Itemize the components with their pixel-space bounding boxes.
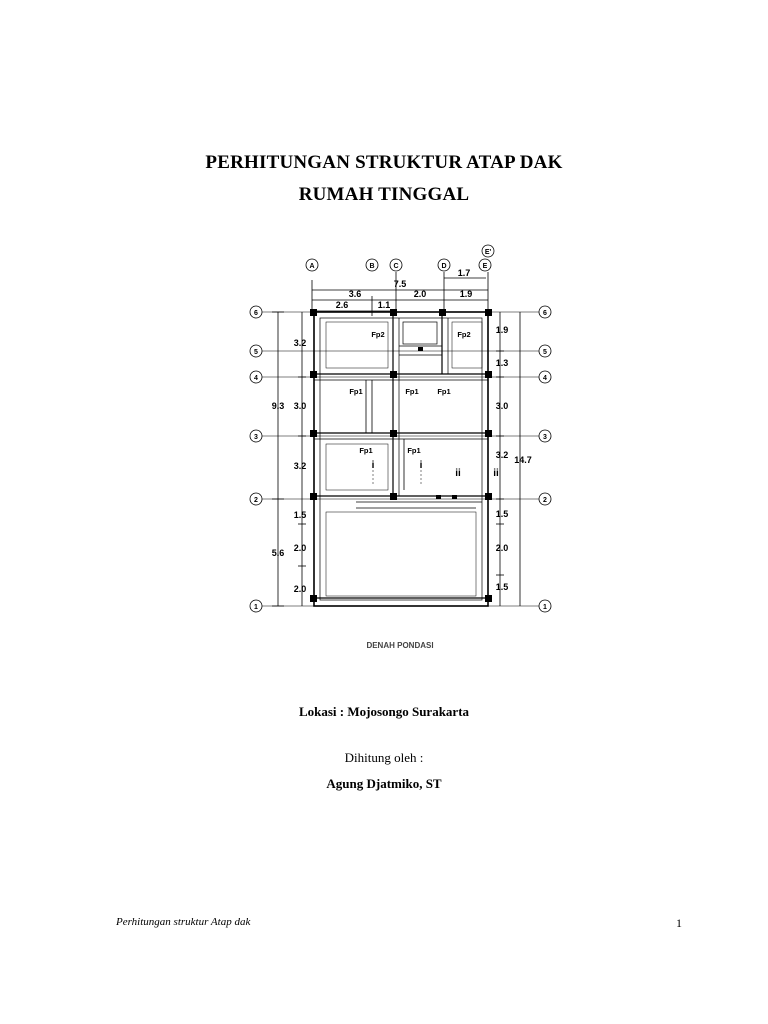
document-title-line1: PERHITUNGAN STRUKTUR ATAP DAK bbox=[205, 152, 563, 173]
page-number: 1 bbox=[676, 916, 682, 930]
footing-label-fp2-right: Fp2 bbox=[457, 330, 471, 339]
dim-top-1-1: 1.1 bbox=[377, 300, 391, 310]
footer-title: Perhitungan struktur Atap dak bbox=[116, 916, 251, 928]
dim-top-3-6: 3.6 bbox=[348, 289, 362, 299]
grid-bubble-e: E bbox=[482, 263, 488, 270]
dim-right-3-0: 3.0 bbox=[495, 401, 509, 411]
grid-bubble-d: D bbox=[441, 263, 447, 270]
dim-left-3-0: 3.0 bbox=[293, 401, 307, 411]
grid-bubble-b: B bbox=[369, 263, 375, 270]
dim-left-5-6: 5.6 bbox=[271, 548, 285, 558]
dim-top-2-0: 2.0 bbox=[413, 289, 427, 299]
grid-bubble-a: A bbox=[309, 263, 315, 270]
dim-top-1-9: 1.9 bbox=[459, 289, 473, 299]
dim-right-3-2: 3.2 bbox=[495, 450, 509, 460]
grid-bubble-left-1: 1 bbox=[254, 604, 258, 611]
footing-label-fp1-5: Fp1 bbox=[407, 446, 421, 455]
grid-bubble-right-3: 3 bbox=[543, 434, 547, 441]
grid-bubble-right-2: 2 bbox=[543, 497, 547, 504]
location-text: Lokasi : Mojosongo Surakarta bbox=[298, 704, 470, 719]
grid-bubble-left-6: 6 bbox=[254, 310, 258, 317]
grid-bubble-left-5: 5 bbox=[254, 349, 258, 356]
dim-right-2-0: 2.0 bbox=[495, 543, 509, 553]
footing-label-fp1-4: Fp1 bbox=[359, 446, 373, 455]
grid-bubble-right-6: 6 bbox=[543, 310, 547, 317]
drawing-caption: DENAH PONDASI bbox=[366, 641, 434, 650]
section-mark-ii-right: ii bbox=[493, 468, 499, 479]
section-mark-i-right: i bbox=[419, 460, 423, 471]
dim-left-3-2-top: 3.2 bbox=[293, 338, 307, 348]
footing-label-fp1-1: Fp1 bbox=[349, 387, 363, 396]
dim-left-9-3: 9.3 bbox=[271, 401, 285, 411]
dim-right-1-5-a: 1.5 bbox=[495, 509, 509, 519]
grid-bubble-right-5: 5 bbox=[543, 349, 547, 356]
grid-bubble-left-3: 3 bbox=[254, 434, 258, 441]
dim-right-14-7: 14.7 bbox=[514, 455, 532, 465]
dim-left-3-2-bottom: 3.2 bbox=[293, 461, 307, 471]
dim-top-1-7: 1.7 bbox=[457, 268, 471, 278]
dim-top-2-6: 2.6 bbox=[335, 300, 349, 310]
dim-left-1-5: 1.5 bbox=[293, 510, 307, 520]
grid-bubble-right-4: 4 bbox=[543, 375, 547, 382]
dim-left-2-0-a: 2.0 bbox=[293, 543, 307, 553]
document-title-line2: RUMAH TINGGAL bbox=[298, 184, 470, 205]
dim-right-1-3: 1.3 bbox=[495, 358, 509, 368]
footing-label-fp2-left: Fp2 bbox=[371, 330, 385, 339]
dim-right-1-5-b: 1.5 bbox=[495, 582, 509, 592]
dim-left-2-0-b: 2.0 bbox=[293, 584, 307, 594]
footing-label-fp1-3: Fp1 bbox=[437, 387, 451, 396]
author-name: Agung Djatmiko, ST bbox=[326, 776, 442, 791]
section-mark-ii-left: ii bbox=[455, 468, 461, 479]
foundation-plan-drawing bbox=[240, 240, 560, 660]
footing-label-fp1-2: Fp1 bbox=[405, 387, 419, 396]
calculated-by-label: Dihitung oleh : bbox=[344, 750, 424, 765]
dim-right-1-9: 1.9 bbox=[495, 325, 509, 335]
grid-bubble-left-2: 2 bbox=[254, 497, 258, 504]
grid-bubble-c: C bbox=[393, 263, 399, 270]
section-mark-i-left: i bbox=[371, 460, 375, 471]
grid-bubble-right-1: 1 bbox=[543, 604, 547, 611]
grid-bubble-e-prime: E' bbox=[484, 249, 492, 256]
dim-top-7-5: 7.5 bbox=[393, 279, 407, 289]
grid-bubble-left-4: 4 bbox=[254, 375, 258, 382]
